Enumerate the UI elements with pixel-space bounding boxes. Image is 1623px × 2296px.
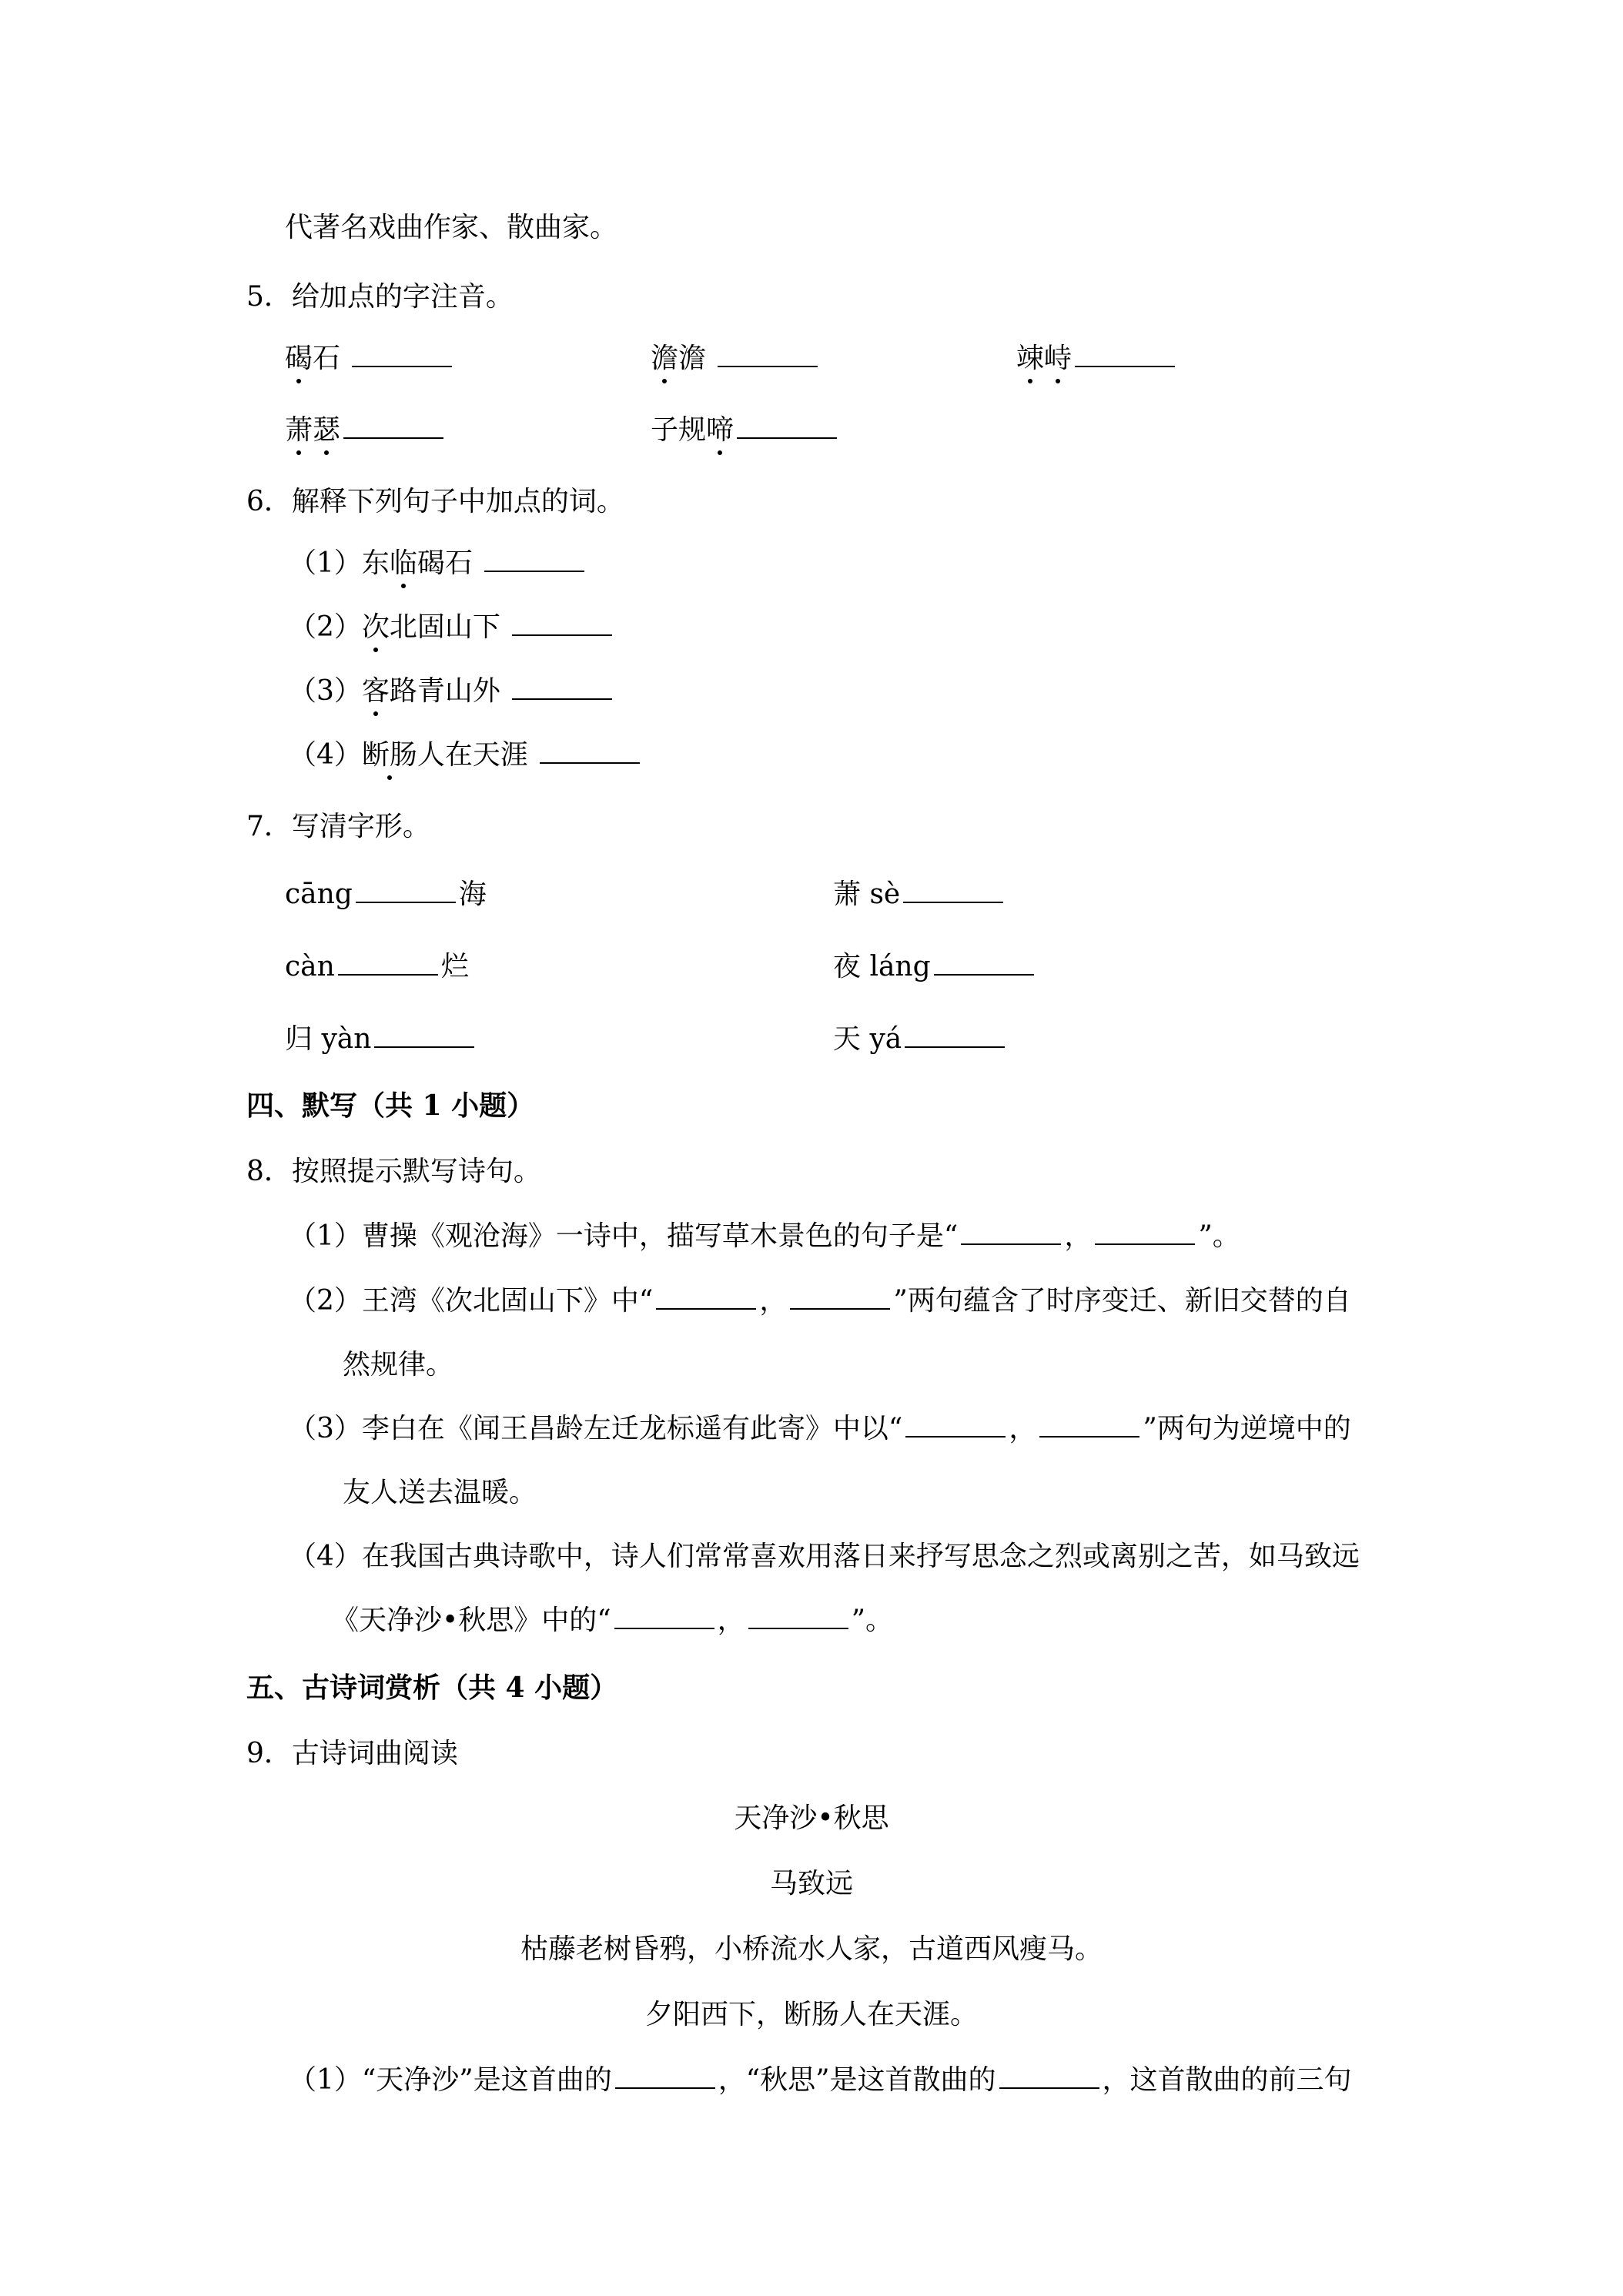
prompt-text: （2）王湾《次北固山下》中“	[289, 1285, 654, 1317]
q8-title: 8．按照提示默写诗句。	[246, 1156, 541, 1187]
q5-title: 5．给加点的字注音。	[246, 281, 514, 313]
q8-part-4-cont	[331, 1604, 893, 1638]
dotted-char: 啼	[706, 414, 735, 446]
dotted-char: 断肠	[361, 739, 417, 771]
answer-blank[interactable]	[903, 879, 1003, 903]
pinyin: 归 yàn	[285, 1023, 372, 1055]
q5-item-1	[285, 342, 455, 376]
dotted-char: 次	[361, 611, 390, 643]
item-text: 碣石	[417, 547, 473, 579]
dotted-char: 澹	[651, 343, 679, 374]
q5-item-1-text: 石	[313, 343, 341, 374]
answer-blank[interactable]	[512, 611, 612, 636]
q5-item-2-text: 澹	[678, 343, 707, 374]
q8-part-1	[289, 1220, 1240, 1253]
q7-left-2	[285, 950, 469, 984]
q5-item-4	[285, 413, 447, 447]
answer-blank[interactable]	[748, 1605, 848, 1629]
prompt-text: ”两句蕴含了时序变迁、新旧交替的自	[893, 1285, 1351, 1317]
answer-blank[interactable]	[737, 414, 837, 439]
poem-line-2: 夕阳西下，断肠人在天涯。	[644, 1999, 978, 2030]
q9-title: 9．古诗词曲阅读	[246, 1738, 458, 1769]
prompt-text: ，	[759, 1285, 788, 1317]
answer-blank[interactable]	[905, 1023, 1005, 1048]
q7-right-1	[833, 878, 1006, 912]
answer-blank[interactable]	[374, 1023, 474, 1048]
prompt-text: ，	[1064, 1220, 1093, 1252]
q8-part-2-cont: 然规律。	[343, 1349, 454, 1381]
pinyin: cāng	[285, 879, 353, 910]
answer-blank[interactable]	[718, 343, 818, 367]
q5-item-3	[1016, 342, 1178, 376]
item-text: 烂	[440, 951, 469, 982]
item-text: 人在天涯	[417, 739, 528, 771]
answer-blank[interactable]	[790, 1285, 890, 1310]
answer-blank[interactable]	[352, 343, 452, 367]
answer-blank[interactable]	[1095, 1220, 1195, 1245]
dotted-char: 竦	[1016, 343, 1045, 374]
q7-left-3	[285, 1022, 477, 1056]
dotted-char: 萧	[285, 414, 313, 446]
dotted-char: 碣	[285, 343, 313, 374]
prompt-text: （1）曹操《观沧海》一诗中，描写草木景色的句子是“	[289, 1220, 959, 1252]
item-number: （4）	[289, 739, 362, 771]
poem-author: 马致远	[769, 1868, 853, 1899]
answer-blank[interactable]	[1039, 1413, 1139, 1438]
dotted-char: 峙	[1044, 343, 1073, 374]
answer-blank[interactable]	[656, 1285, 756, 1310]
item-text: 东	[361, 547, 390, 579]
prompt-text: （1）“天净沙”是这首曲的	[289, 2064, 612, 2096]
item-number: （2）	[289, 611, 362, 643]
item-text: 海	[458, 879, 487, 910]
dotted-char: 临	[389, 547, 417, 579]
answer-blank[interactable]	[540, 739, 640, 764]
q8-part-3	[289, 1412, 1351, 1446]
q5-item-5-text: 子规	[651, 414, 707, 446]
section-5-heading: 五、古诗词赏析（共 4 小题）	[246, 1672, 618, 1704]
pinyin: càn	[285, 951, 335, 982]
dotted-char: 客	[361, 675, 390, 707]
item-number: （1）	[289, 547, 362, 579]
answer-blank[interactable]	[512, 675, 612, 700]
pinyin: 天 yá	[833, 1023, 902, 1055]
prompt-text: ，“秋思”是这首散曲的	[718, 2064, 996, 2096]
poem-title: 天净沙•秋思	[734, 1802, 889, 1834]
answer-blank[interactable]	[484, 547, 584, 572]
q6-item-3	[289, 674, 615, 708]
q7-title: 7．写清字形。	[246, 811, 430, 842]
q8-part-2	[289, 1284, 1351, 1318]
section-4-heading: 四、默写（共 1 小题）	[246, 1089, 535, 1122]
q8-part-3-cont: 友人送去温暖。	[343, 1477, 537, 1508]
answer-blank[interactable]	[615, 2064, 715, 2089]
item-text: 路青山外	[389, 675, 500, 707]
poem-line-1: 枯藤老树昏鸦，小桥流水人家，古道西风瘦马。	[520, 1933, 1103, 1965]
item-number: （3）	[289, 675, 362, 707]
q6-title: 6．解释下列句子中加点的词。	[246, 486, 624, 517]
answer-blank[interactable]	[934, 951, 1034, 976]
q8-part-4: （4）在我国古典诗歌中，诗人们常常喜欢用落日来抒写思念之烈或离别之苦，如马致远	[289, 1541, 1360, 1572]
prompt-text: ”。	[1198, 1220, 1240, 1252]
item-text: 北固山下	[389, 611, 500, 643]
q6-item-1	[289, 547, 587, 581]
answer-blank[interactable]	[961, 1220, 1061, 1245]
prompt-text: （3）李白在《闻王昌龄左迁龙标遥有此寄》中以“	[289, 1413, 903, 1444]
q7-left-1	[285, 878, 487, 912]
dotted-char: 瑟	[313, 414, 341, 446]
prompt-text: ”。	[851, 1605, 894, 1636]
prompt-text: 《天净沙•秋思》中的“	[331, 1605, 611, 1636]
prompt-text: ，	[717, 1605, 745, 1636]
prompt-text: ”两句为逆境中的	[1143, 1413, 1351, 1444]
answer-blank[interactable]	[338, 951, 438, 976]
prompt-text: ，	[1009, 1413, 1037, 1444]
answer-blank[interactable]	[614, 1605, 714, 1629]
answer-blank[interactable]	[356, 879, 456, 903]
pinyin: 夜 láng	[833, 951, 931, 982]
prompt-text: ，这首散曲的前三句	[1102, 2064, 1352, 2096]
q9-sub-1	[289, 2063, 1352, 2097]
pinyin: 萧 sè	[833, 879, 901, 910]
q5-item-2	[651, 342, 821, 376]
q6-item-2	[289, 611, 615, 644]
answer-blank[interactable]	[999, 2064, 1099, 2089]
intro-tail: 代著名戏曲作家、散曲家。	[285, 212, 618, 243]
answer-blank[interactable]	[1075, 343, 1175, 367]
q7-right-2	[833, 950, 1037, 984]
answer-blank[interactable]	[343, 414, 443, 439]
q5-item-5	[651, 413, 840, 447]
answer-blank[interactable]	[905, 1413, 1006, 1438]
q6-item-4	[289, 738, 643, 772]
q7-right-3	[833, 1022, 1008, 1056]
